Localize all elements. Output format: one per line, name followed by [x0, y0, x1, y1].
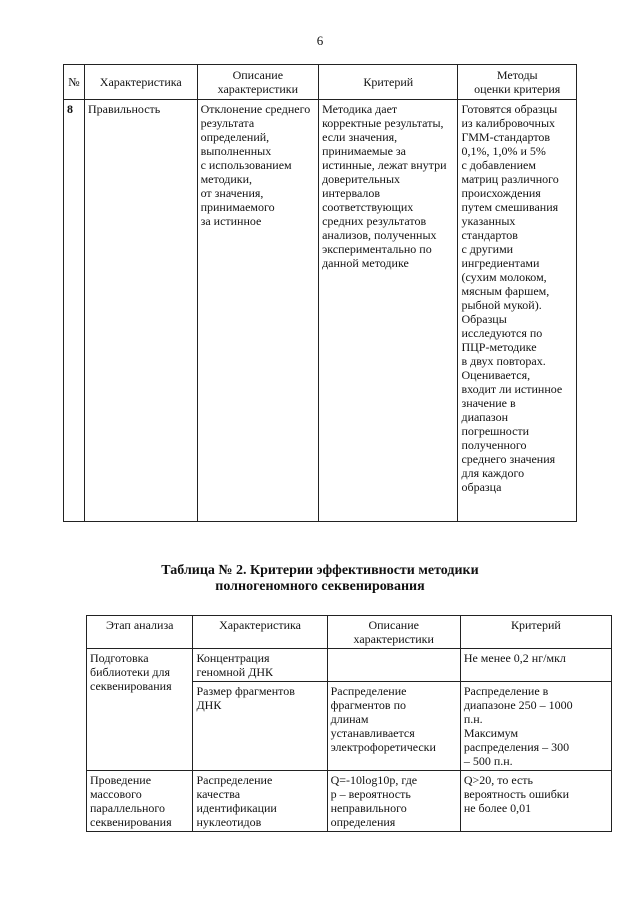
- header-description: Описание характеристики: [197, 65, 319, 100]
- table-1-header-row: [64, 65, 577, 100]
- table-row: [64, 100, 577, 522]
- header-criterion: Критерий: [460, 616, 611, 649]
- table-2-header-row: [87, 616, 612, 649]
- header-description: Описание характеристики: [327, 616, 460, 649]
- table-1: [63, 64, 577, 522]
- cell-description: Q=-10log10p, где p – вероятность неправильного определения: [327, 771, 460, 832]
- table-row: [87, 771, 612, 832]
- header-stage: Этап анализа: [87, 616, 193, 649]
- header-characteristic: Характеристика: [193, 616, 327, 649]
- row-number: 8: [64, 100, 85, 522]
- cell-description: [327, 649, 460, 682]
- cell-characteristic: Концентрация геномной ДНК: [193, 649, 327, 682]
- header-criterion: Критерий: [319, 65, 458, 100]
- page-number: 6: [316, 33, 324, 48]
- cell-criterion: Не менее 0,2 нг/мкл: [460, 649, 611, 682]
- cell-characteristic: Правильность: [84, 100, 197, 522]
- header-num: №: [64, 65, 85, 100]
- header-characteristic: Характеристика: [84, 65, 197, 100]
- table-row: [87, 649, 612, 682]
- header-methods: Методы оценки критерия: [458, 65, 577, 100]
- cell-description: Распределение фрагментов по длинам устанавливается электрофоретически: [327, 682, 460, 771]
- cell-criterion: Методика дает корректные результаты, если значения, принимаемые за истинные, лежат внутри доверительных интервалов соответствующих средних результатов анализов, полученных экспериментально по данной методике: [319, 100, 458, 522]
- table-2: [86, 615, 612, 832]
- table-2-title: Таблица № 2. Критерии эффективности методики полногеномного секвенирования: [161, 563, 479, 594]
- cell-description: Отклонение среднего результата определений, выполненных с использованием методики, от значения, принимаемого за истинное: [197, 100, 319, 522]
- cell-criterion: Q>20, то есть вероятность ошибки не более 0,01: [460, 771, 611, 832]
- cell-criterion: Распределение в диапазоне 250 – 1000 п.н. Максимум распределения – 300 – 500 п.н.: [460, 682, 611, 771]
- cell-stage: Подготовка библиотеки для секвенирования: [87, 649, 193, 771]
- cell-stage: Проведение массового параллельного секвенирования: [87, 771, 193, 832]
- cell-methods: Готовятся образцы из калибровочных ГММ-стандартов 0,1%, 1,0% и 5% с добавлением матриц различного происхождения путем смешивания указанных стандартов с другими ингредиентами (сухим молоком, мясным фаршем, рыбной мукой). Образцы исследуются по ПЦР-методике в двух повторах. Оценивается, входит ли истинное значение в диапазон погрешности полученного среднего значения для каждого образца: [458, 100, 577, 522]
- cell-characteristic: Размер фрагментов ДНК: [193, 682, 327, 771]
- cell-characteristic: Распределение качества идентификации нуклеотидов: [193, 771, 327, 832]
